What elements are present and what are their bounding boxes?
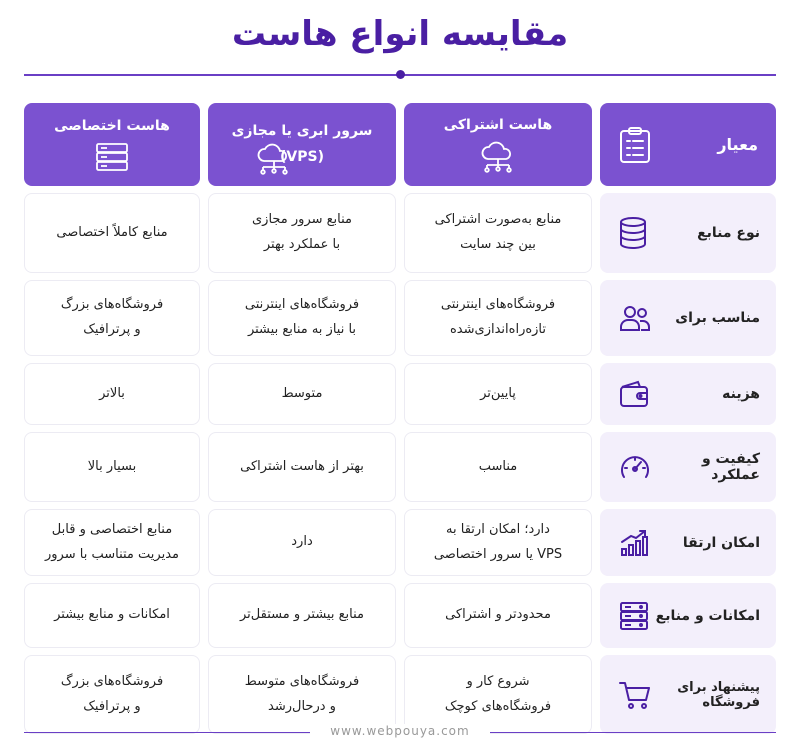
cell-shared: پایین‌تر bbox=[404, 363, 592, 425]
comparison-table bbox=[24, 103, 776, 734]
cell-vps: دارد bbox=[208, 509, 396, 576]
criterion-recommendation bbox=[600, 655, 776, 734]
criterion-label: پیشنهاد برای فروشگاه bbox=[677, 679, 760, 710]
criterion-quality bbox=[600, 432, 776, 502]
criterion-resources bbox=[600, 193, 776, 273]
header-shared bbox=[404, 103, 592, 186]
header-vps-label: سرور ابری یا مجازی (VPS) bbox=[231, 123, 373, 165]
shopping-cart-icon bbox=[618, 679, 652, 711]
criterion-upgrade bbox=[600, 509, 776, 576]
cell-shared: شروع کار و فروشگاه‌های کوچک bbox=[404, 655, 592, 734]
server-rack-icon bbox=[95, 142, 129, 172]
clipboard-checklist-icon bbox=[618, 126, 652, 164]
cell-shared: فروشگاه‌های اینترنتی تازه‌راه‌اندازی‌شده bbox=[404, 280, 592, 356]
cell-vps: فروشگاه‌های اینترنتی با نیاز به منابع بیشتر bbox=[208, 280, 396, 356]
cloud-network-icon bbox=[254, 143, 294, 175]
speedometer-icon bbox=[618, 451, 652, 483]
cell-shared: دارد؛ امکان ارتقا به VPS یا سرور اختصاصی bbox=[404, 509, 592, 576]
users-icon bbox=[618, 303, 652, 333]
cell-vps: متوسط bbox=[208, 363, 396, 425]
header-dedicated bbox=[24, 103, 200, 186]
header-dedicated-label: هاست اختصاصی bbox=[54, 117, 170, 134]
criterion-features bbox=[600, 583, 776, 648]
page-title: مقایسه انواع هاست bbox=[231, 14, 569, 54]
cell-vps: منابع سرور مجازی با عملکرد بهتر bbox=[208, 193, 396, 273]
criterion-label: امکان ارتقا bbox=[682, 534, 760, 551]
header-criterion-label: معیار bbox=[717, 135, 758, 154]
server-icon bbox=[618, 600, 650, 632]
header-vps bbox=[208, 103, 396, 186]
cell-shared: مناسب bbox=[404, 432, 592, 502]
database-icon bbox=[618, 216, 648, 250]
criterion-cost bbox=[600, 363, 776, 425]
cell-dedicated: بسیار بالا bbox=[24, 432, 200, 502]
cell-vps: بهتر از هاست اشتراکی bbox=[208, 432, 396, 502]
cell-vps: منابع بیشتر و مستقل‌تر bbox=[208, 583, 396, 648]
title-divider-dot bbox=[396, 70, 405, 79]
cell-shared: محدودتر و اشتراکی bbox=[404, 583, 592, 648]
growth-chart-icon bbox=[618, 528, 650, 558]
header-criterion bbox=[600, 103, 776, 186]
wallet-icon bbox=[618, 379, 650, 409]
criterion-label: نوع منابع bbox=[697, 225, 760, 241]
cell-dedicated: منابع کاملاً اختصاصی bbox=[24, 193, 200, 273]
criterion-suitable-for bbox=[600, 280, 776, 356]
cell-vps: فروشگاه‌های متوسط و درحال‌رشد bbox=[208, 655, 396, 734]
cell-shared: منابع به‌صورت اشتراکی بین چند سایت bbox=[404, 193, 592, 273]
criterion-label: مناسب برای bbox=[675, 310, 760, 326]
cell-dedicated: منابع اختصاصی و قابل مدیریت متناسب با سرور bbox=[24, 509, 200, 576]
cell-dedicated: امکانات و منابع بیشتر bbox=[24, 583, 200, 648]
cell-dedicated: فروشگاه‌های بزرگ و پرترافیک bbox=[24, 280, 200, 356]
footer-url[interactable]: www.webpouya.com bbox=[310, 724, 490, 744]
cell-dedicated: فروشگاه‌های بزرگ و پرترافیک bbox=[24, 655, 200, 734]
criterion-label: هزینه bbox=[722, 386, 760, 402]
header-shared-label: هاست اشتراکی bbox=[443, 116, 553, 133]
cloud-network-icon bbox=[478, 141, 518, 173]
criterion-label: کیفیت و عملکرد bbox=[701, 451, 760, 483]
cell-dedicated: بالاتر bbox=[24, 363, 200, 425]
criterion-label: امکانات و منابع bbox=[655, 607, 760, 624]
